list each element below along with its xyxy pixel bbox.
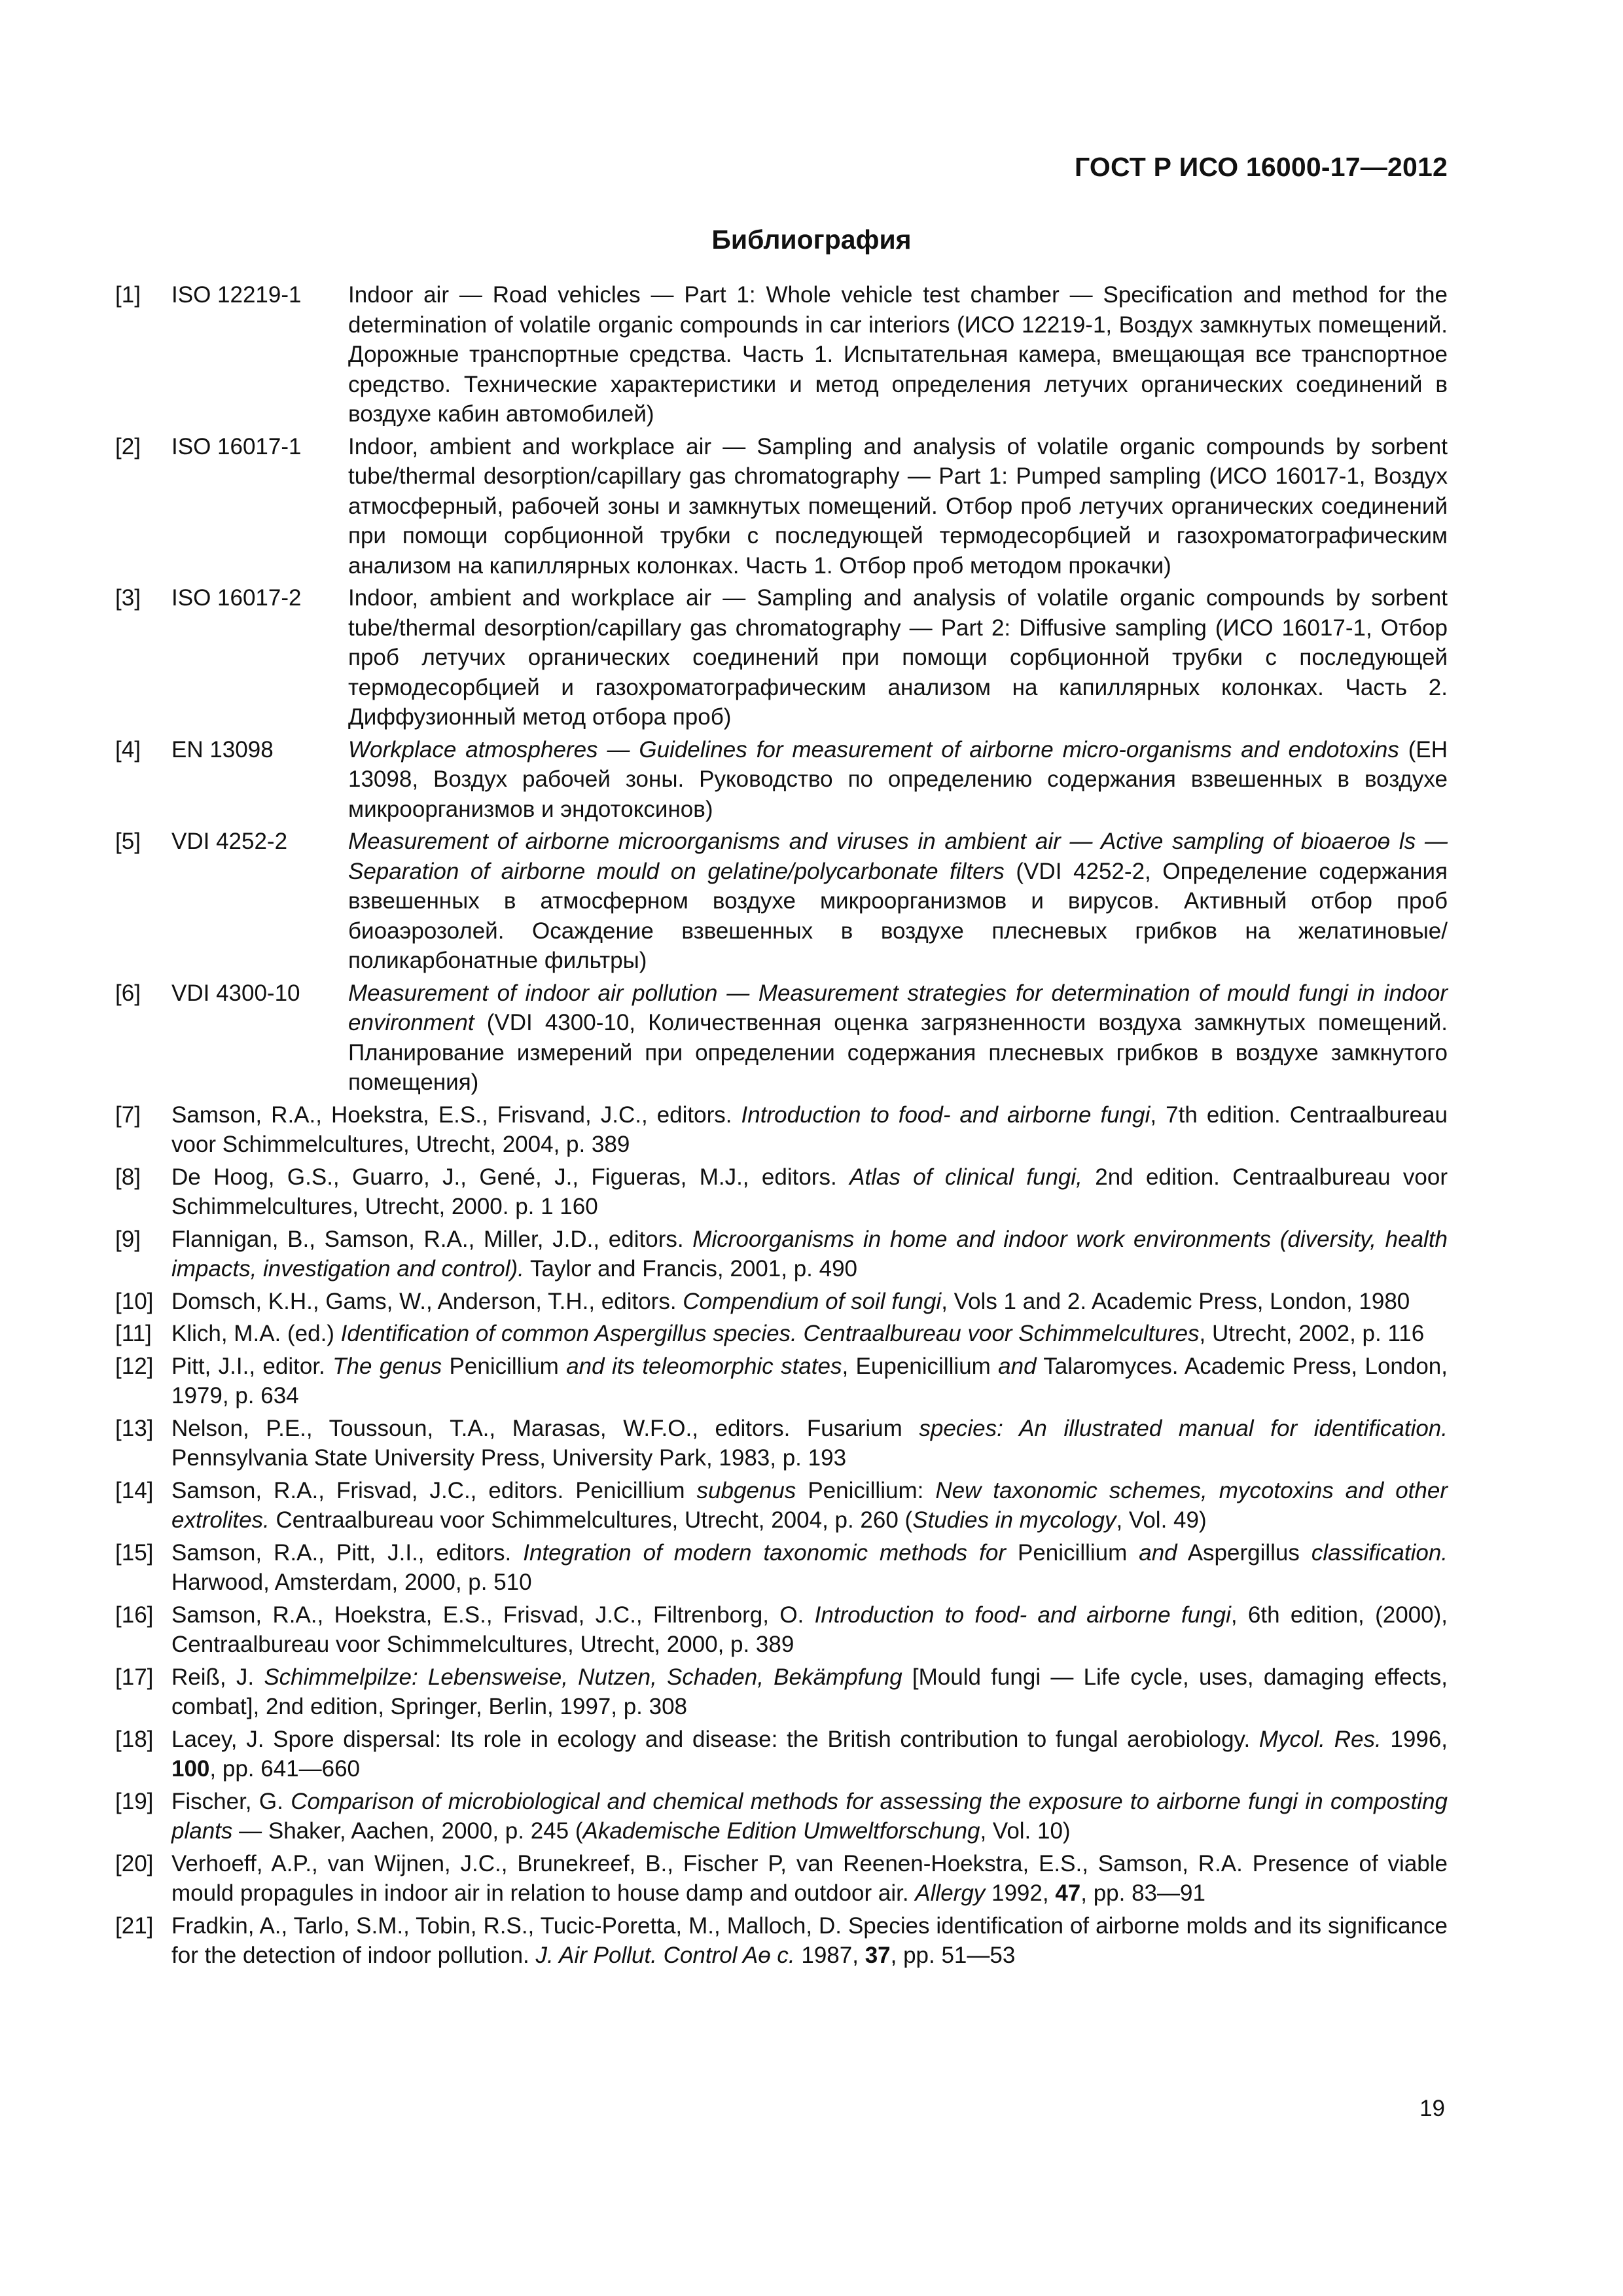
bibliography-entry <box>115 1600 1448 1660</box>
text-run: , Vols 1 and 2. Academic Press, London, 1980 <box>941 1288 1410 1314</box>
entry-number: [2] <box>115 433 141 459</box>
text-run: Klich, M.A. (ed.) <box>171 1321 341 1346</box>
entry-number: [8] <box>115 1164 141 1190</box>
bold-text: 47 <box>1055 1880 1081 1906</box>
entry-number: [9] <box>115 1226 141 1252</box>
text-run: , Utrecht, 2002, p. 116 <box>1199 1321 1425 1346</box>
text-run: , Vol. 49) <box>1116 1507 1207 1533</box>
entry-text <box>348 735 1448 825</box>
bibliography-entry <box>115 1725 1448 1784</box>
entry-text <box>171 1162 1448 1222</box>
entry-text <box>171 1538 1448 1598</box>
text-run: Lacey, J. Spore dispersal: Its role in ecology and disease: the British contribution to fungal aerobiology. <box>171 1726 1259 1752</box>
entry-number: [12] <box>115 1353 154 1379</box>
text-run: 1996, <box>1381 1726 1448 1752</box>
italic-text: Akademische Edition Umweltforschung <box>582 1818 980 1844</box>
bibliography-entry <box>115 1414 1448 1473</box>
entry-text <box>348 583 1448 732</box>
italic-text: Schimmelpilze: Lebensweise, Nutzen, Schaden, Bekämpfung <box>264 1664 902 1690</box>
entry-text <box>171 1787 1448 1846</box>
entry-number: [21] <box>115 1912 154 1939</box>
bibliography-entry <box>115 1849 1448 1909</box>
bibliography-heading: Библиография <box>711 224 912 255</box>
document-code: ГОСТ Р ИСО 16000-17—2012 <box>1075 152 1448 182</box>
entry-text <box>171 1287 1448 1317</box>
text-run: Nelson, P.E., Toussoun, T.A., Marasas, W.F.O., editors. Fusarium <box>171 1415 919 1441</box>
bibliography-list <box>115 280 1448 1973</box>
text-run: Penicillium <box>442 1353 567 1379</box>
bibliography-entry <box>115 1911 1448 1971</box>
text-run: Harwood, Amsterdam, 2000, p. 510 <box>171 1570 532 1595</box>
italic-text: Measurement of airborne microorganisms and viruses in ambient air — Active sampling of bioaeroɵ ls — Separation of airborne mould on gelatine/polycarbonate filters <box>348 829 1448 884</box>
text-run: 1987, <box>794 1943 865 1968</box>
standard-code: ISO 16017-1 <box>171 433 302 459</box>
entry-number: [4] <box>115 736 141 762</box>
entry-text <box>171 1225 1448 1284</box>
entry-text <box>171 1662 1448 1722</box>
text-run: [Mould fungi — Life cycle, uses, damaging effects, combat], 2nd edition, Springer, Berlin, 1997, p. 308 <box>171 1664 1448 1719</box>
italic-text: Introduction to food- and airborne fungi <box>741 1102 1150 1128</box>
bibliography-entry <box>115 1225 1448 1284</box>
text-run: Fischer, G. <box>171 1788 291 1814</box>
text-run: , Vol. 10) <box>980 1818 1071 1844</box>
bibliography-entry <box>115 827 1448 976</box>
entry-text <box>171 1100 1448 1160</box>
text-run: Talaromyces. Academic Press, London, 1979, p. 634 <box>171 1353 1448 1408</box>
entry-number: [3] <box>115 585 141 611</box>
text-run: , 6th edition, (2000), Centraalbureau voor Schimmelcultures, Utrecht, 2000, p. 389 <box>171 1602 1448 1657</box>
text-run: Pennsylvania State University Press, University Park, 1983, p. 193 <box>171 1445 847 1471</box>
entry-number: [10] <box>115 1288 154 1314</box>
bibliography-entry <box>115 1162 1448 1222</box>
text-run: 1992, <box>985 1880 1056 1906</box>
italic-text: New taxonomic schemes, mycotoxins and other extrolites. <box>171 1477 1448 1533</box>
bibliography-entry <box>115 735 1448 825</box>
italic-text: Atlas of clinical fungi, <box>849 1164 1082 1190</box>
italic-text: Mycol. Res. <box>1258 1726 1382 1752</box>
standard-code: ISO 16017-2 <box>171 585 302 611</box>
italic-text: Microorganisms in home and indoor work environments (diversity, health impacts, investigation and control). <box>171 1226 1448 1282</box>
standard-code: VDI 4252-2 <box>171 829 288 854</box>
entry-text <box>171 1352 1448 1411</box>
text-run: Samson, R.A., Hoekstra, E.S., Frisvand, J.C., editors. <box>171 1102 741 1128</box>
text-run: (VDI 4252-2, Определение содержания взвешенных в атмосферном воздухе микроорганизмов и вирусов. Активный отбор проб биоаэрозолей. Осаждение взвешенных в воздухе плесневых грибков на желатиновые/поликарбонатные фильтры) <box>348 858 1448 973</box>
text-run: (ЕН 13098, Воздух рабочей зоны. Руководство по определению содержания взвешенных в воздухе микроорганизмов и эндотоксинов) <box>348 736 1448 822</box>
entry-text <box>348 827 1448 976</box>
text-run: Pitt, J.I., editor. <box>171 1353 333 1379</box>
bibliography-entry <box>115 1662 1448 1722</box>
entry-number: [6] <box>115 980 141 1006</box>
bibliography-entry <box>115 1319 1448 1349</box>
italic-text: species: An illustrated manual for identification. <box>919 1415 1448 1441</box>
italic-text: subgenus <box>696 1477 796 1503</box>
bibliography-entry <box>115 1476 1448 1535</box>
text-run: Samson, R.A., Pitt, J.I., editors. <box>171 1539 524 1566</box>
italic-text: J. Air Pollut. Control Aɵ c. <box>535 1943 795 1968</box>
italic-text: and <box>1139 1539 1177 1566</box>
bibliography-entry <box>115 432 1448 581</box>
entry-number: [11] <box>115 1321 152 1346</box>
standard-code: EN 13098 <box>171 736 274 762</box>
text-run: Flannigan, B., Samson, R.A., Miller, J.D., editors. <box>171 1226 693 1252</box>
text-run: , 7th edition. Centraalbureau voor Schimmelcultures, Utrecht, 2004, p. 389 <box>171 1102 1448 1157</box>
entry-text <box>171 1319 1448 1349</box>
entry-text <box>171 1849 1448 1909</box>
entry-number: [20] <box>115 1850 154 1876</box>
italic-text: Measurement of indoor air pollution — Measurement strategies for determination of mould fungi in indoor environment <box>348 980 1448 1035</box>
entry-text <box>171 1414 1448 1473</box>
text-run: Penicillium: <box>796 1477 936 1503</box>
text-run: Reiß, J. <box>171 1664 264 1690</box>
standard-code: VDI 4300-10 <box>171 980 300 1006</box>
text-run: Indoor, ambient and workplace air — Sampling and analysis of volatile organic compounds by sorbent tube/thermal desorption/capillary gas chromatography — Part 1: Pumped sampling (ИСО 16017-1, Воздух атмосферный, рабочей зоны и замкнутых помещений. Отбор проб летучих органических соединений при помощи сорбционной трубки с последующей термодесорбцией и газохроматографическим анализом на капиллярных колонках. Часть 1. Отбор проб методом прокачки) <box>348 433 1448 579</box>
text-run: Domsch, K.H., Gams, W., Anderson, T.H., editors. <box>171 1288 683 1314</box>
bibliography-entry <box>115 1352 1448 1411</box>
text-run: , pp. 83—91 <box>1080 1880 1205 1906</box>
entry-text <box>171 1476 1448 1535</box>
entry-number: [7] <box>115 1102 141 1128</box>
italic-text: and its teleomorphic states <box>566 1353 842 1379</box>
entry-number: [15] <box>115 1539 154 1566</box>
italic-text: classification. <box>1311 1539 1448 1566</box>
bibliography-entry <box>115 978 1448 1098</box>
text-run: Samson, R.A., Frisvad, J.C., editors. Penicillium <box>171 1477 697 1503</box>
standard-code: ISO 12219-1 <box>171 282 302 308</box>
page-number: 19 <box>1419 2096 1445 2121</box>
bibliography-entry <box>115 1287 1448 1317</box>
italic-text: Integration of modern taxonomic methods for <box>523 1539 1007 1566</box>
text-run: , Eupenicillium <box>842 1353 999 1379</box>
entry-number: [13] <box>115 1415 154 1441</box>
text-run: (VDI 4300-10, Количественная оценка загрязненности воздуха замкнутых помещений. Планирование измерений при определении содержания плесневых грибков в воздухе замкнутого помещения) <box>348 1010 1448 1095</box>
italic-text: Identification of common Aspergillus species. Centraalbureau voor Schimmelcultures <box>340 1321 1200 1346</box>
text-run: Taylor and Francis, 2001, p. 490 <box>524 1256 857 1282</box>
entry-number: [1] <box>115 282 141 308</box>
bibliography-entry <box>115 1538 1448 1598</box>
entry-number: [16] <box>115 1602 154 1628</box>
italic-text: Workplace atmospheres — Guidelines for measurement of airborne micro-organisms and endotoxins <box>348 736 1399 762</box>
text-run: Fradkin, A., Tarlo, S.M., Tobin, R.S., Tucic-Poretta, M., Malloch, D. Species identification of airborne molds and its significance for the detection of indoor pollution. <box>171 1912 1448 1968</box>
bold-text: 100 <box>171 1756 210 1782</box>
entry-text <box>348 432 1448 581</box>
text-run: Aspergillus <box>1177 1539 1311 1566</box>
entry-number: [17] <box>115 1664 154 1690</box>
bibliography-entry <box>115 583 1448 732</box>
italic-text: Studies in mycology <box>912 1507 1116 1533</box>
text-run: Indoor, ambient and workplace air — Sampling and analysis of volatile organic compounds by sorbent tube/thermal desorption/capillary gas chromatography — Part 2: Diffusive sampling (ИСО 16017-1, Отбор проб летучих органических соединений при помощи сорбционной трубки с последующей термодесорбцией и газохроматографическим анализом на капиллярных колонках. Часть 2. Диффузионный метод отбора проб) <box>348 585 1448 730</box>
bold-text: 37 <box>865 1943 891 1968</box>
italic-text: Introduction to food- and airborne fungi <box>814 1602 1231 1628</box>
italic-text: Comparison of microbiological and chemical methods for assessing the exposure to airborne fungi in composting plants <box>171 1788 1448 1844</box>
bibliography-entry <box>115 280 1448 429</box>
text-run: Centraalbureau voor Schimmelcultures, Utrecht, 2004, p. 260 ( <box>269 1507 913 1533</box>
text-run: , pp. 641—660 <box>209 1756 361 1782</box>
entry-text <box>171 1725 1448 1784</box>
entry-text <box>171 1600 1448 1660</box>
text-run: Verhoeff, A.P., van Wijnen, J.C., Brunekreef, B., Fischer P, van Reenen-Hoekstra, E.S., Samson, R.A. Presence of viable mould propagules in indoor air in relation to house damp and outdoor air. <box>171 1850 1448 1906</box>
entry-number: [18] <box>115 1726 154 1752</box>
entry-text <box>171 1911 1448 1971</box>
italic-text: Allergy <box>915 1880 986 1906</box>
text-run: Indoor air — Road vehicles — Part 1: Whole vehicle test chamber — Specification and method for the determination of volatile organic compounds in car interiors (ИСО 12219-1, Воздух замкнутых помещений. Дорожные транспортные средства. Часть 1. Испытательная камера, вмещающая все транспортное средство. Технические характеристики и метод определения летучих органических соединений в воздухе кабин автомобилей) <box>348 282 1448 427</box>
entry-number: [14] <box>115 1477 154 1503</box>
text-run: , pp. 51—53 <box>890 1943 1016 1968</box>
entry-text <box>348 978 1448 1098</box>
italic-text: and <box>998 1353 1037 1379</box>
italic-text: The genus <box>332 1353 442 1379</box>
italic-text: Compendium of soil fungi <box>683 1288 942 1314</box>
text-run: Samson, R.A., Hoekstra, E.S., Frisvad, J.C., Filtrenborg, O. <box>171 1602 815 1628</box>
text-run: — Shaker, Aachen, 2000, p. 245 ( <box>232 1818 583 1844</box>
text-run: Penicillium <box>1006 1539 1139 1566</box>
entry-number: [5] <box>115 829 141 854</box>
bibliography-entry <box>115 1787 1448 1846</box>
entry-number: [19] <box>115 1788 154 1814</box>
text-run: De Hoog, G.S., Guarro, J., Gené, J., Figueras, M.J., editors. <box>171 1164 850 1190</box>
text-run: 2nd edition. Centraalbureau voor Schimmelcultures, Utrecht, 2000. p. 1 160 <box>171 1164 1448 1219</box>
bibliography-entry <box>115 1100 1448 1160</box>
entry-text <box>348 280 1448 429</box>
